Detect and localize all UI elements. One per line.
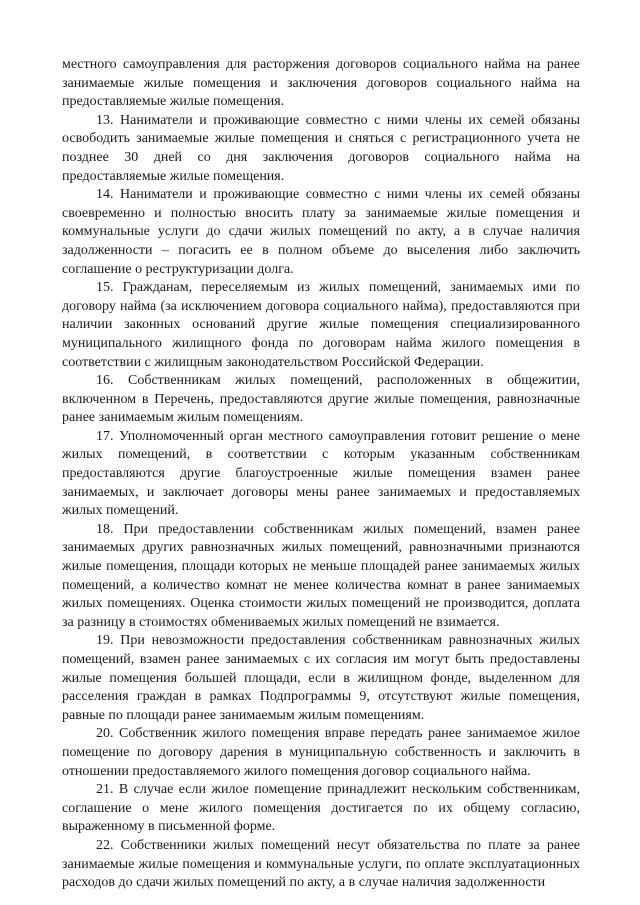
paragraph-13: 13. Наниматели и проживающие совместно с ними члены их семей обязаны освободить занимаемые жилые помещения и сняться с регистрационного учета не позднее 30 дней со дня заключения договоров социального найма на предоставляемые жилые помещения. (62, 112, 580, 184)
paragraph-17: 17. Уполномоченный орган местного самоуправления готовит решение о мене жилых помещений, в соответствии с которым указанным собственникам предоставляются другие благоустроенные жилые помещения взамен ранее занимаемых, и заключает договоры мены ранее занимаемых и предоставляемых жилых помещений. (62, 428, 580, 519)
paragraph-continuation: местного самоуправления для расторжения договоров социального найма на ранее занимаемые жилые помещения и заключения договоров социального найма на предоставляемые жилые помещения. (62, 57, 580, 110)
paragraph-19: 19. При невозможности предоставления собственникам равнозначных жилых помещений, взамен ранее занимаемых с их согласия им могут быть предоставлены жилые помещения большей площади, если в жилищном фонде, выделенном для расселения граждан в рамках Подпрограммы 9, отсутствуют жилые помещения, равные по площади ранее занимаемым жилым помещениям. (62, 633, 580, 723)
paragraph-14: 14. Наниматели и проживающие совместно с ними члены их семей обязаны своевременно и полностью вносить плату за занимаемые жилые помещения и коммунальные услуги до сдачи жилых помещений по акту, а в случае наличия задолженности – погасить ее в полном объеме до выселения либо заключить соглашение о реструктуризации долга. (62, 187, 580, 277)
paragraph-15: 15. Гражданам, переселяемым из жилых помещений, занимаемых ими по договору найма (за исключением договора социального найма), предоставляются при наличии законных оснований другие жилые помещения специализированного муниципального жилищного фонда по договорам найма жилого помещения в соответствии с жилищным законодательством Российской Федерации. (62, 280, 580, 370)
paragraph-20: 20. Собственник жилого помещения вправе передать ранее занимаемое жилое помещение по договору дарения в муниципальную собственность и заключить в отношении предоставляемого жилого помещения договор социального найма. (62, 726, 580, 779)
paragraph-22: 22. Собственники жилых помещений несут обязательства по плате за ранее занимаемые жилые помещения и коммунальные услуги, по оплате эксплуатационных расходов до сдачи жилых помещений по акту, а в случае наличия задолженности (62, 837, 580, 891)
paragraph-16: 16. Собственникам жилых помещений, расположенных в общежитии, включенном в Перечень, предоставляются другие жилые помещения, равнозначные ранее занимаемым жилым помещениям. (62, 373, 580, 426)
paragraph-21: 21. В случае если жилое помещение принадлежит нескольким собственникам, соглашение о мене жилого помещения достигается по их общему согласию, выраженному в письменной форме. (62, 782, 580, 835)
paragraph-18: 18. При предоставлении собственникам жилых помещений, взамен ранее занимаемых других равнозначных жилых помещений, равнозначными признаются жилые помещения, площади которых не меньше площадей ранее занимаемых жилых помещений, а количество комнат не менее количества комнат в ранее занимаемых жилых помещениях. Оценка стоимости жилых помещений не производится, доплата за разницу в стоимостях обмениваемых жилых помещений не взимается. (62, 521, 580, 630)
document-page (62, 56, 580, 893)
